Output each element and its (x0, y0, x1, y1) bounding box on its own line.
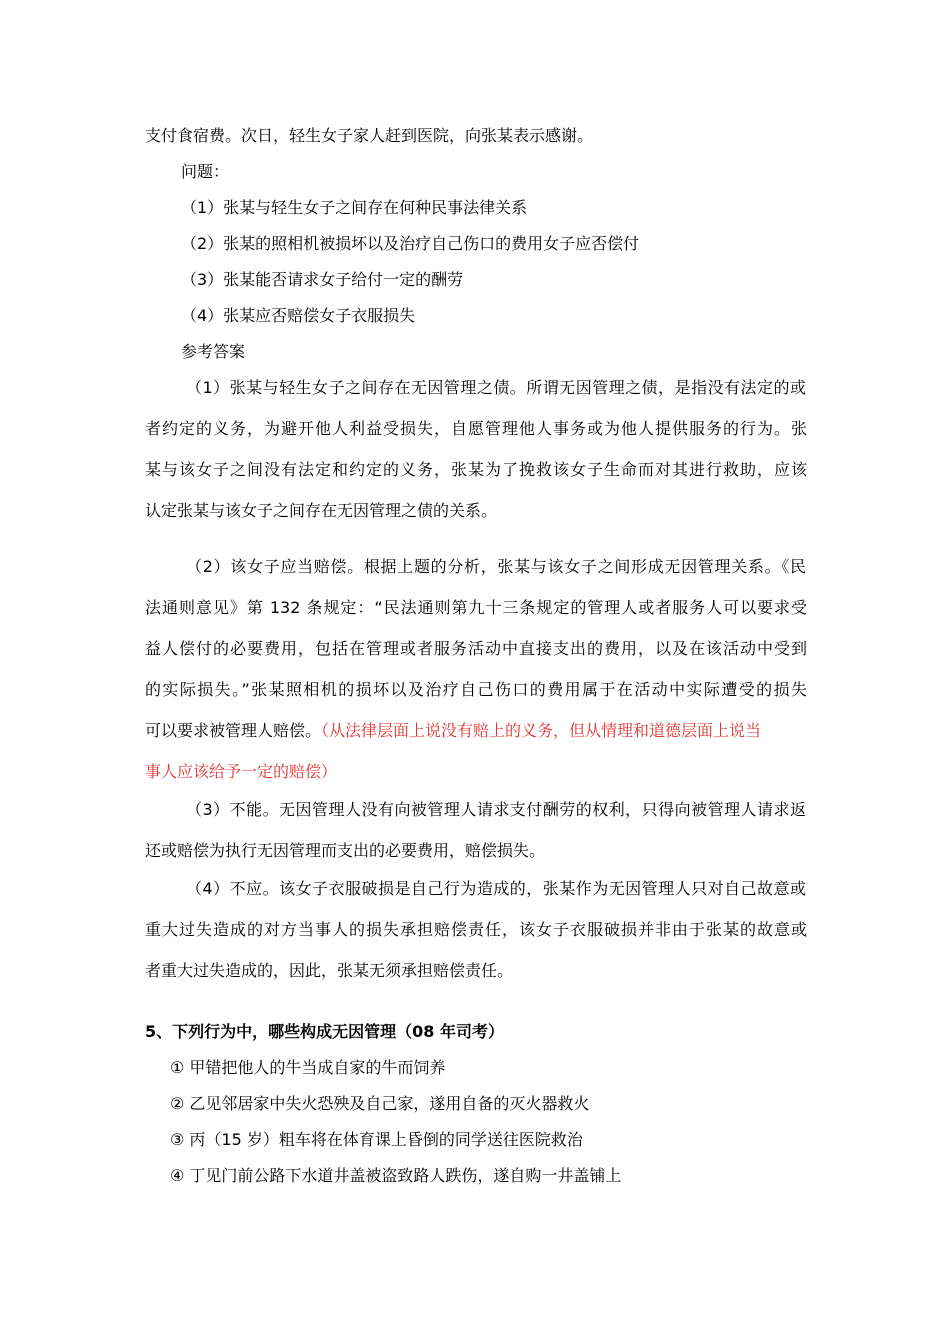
option-4: ④ 丁见门前公路下水道井盖被盗致路人跌伤，遂自购一井盖铺上 (170, 1166, 622, 1185)
answer-3-line: 还或赔偿为执行无因管理而支出的必要费用，赔偿损失。 (145, 841, 546, 860)
answer-4-line: 重大过失造成的对方当事人的损失承担赔偿责任，该女子衣服破损并非由于张某的故意或 (145, 920, 807, 939)
answer-2-line: 的实际损失。”张某照相机的损坏以及治疗自己伤口的费用属于在活动中实际遭受的损失 (145, 680, 807, 699)
option-3: ③ 丙（15 岁）粗车将在体育课上昏倒的同学送往医院救治 (170, 1130, 583, 1149)
answer-1-line: 者约定的义务，为避开他人利益受损失，自愿管理他人事务或为他人提供服务的行为。张 (145, 419, 807, 438)
option-1: ① 甲错把他人的牛当成自家的牛而饲养 (170, 1058, 446, 1077)
question-5-title: 5、下列行为中，哪些构成无因管理（08 年司考） (145, 1022, 504, 1041)
answer-2-line: 法通则意见》第 132 条规定：“民法通则第九十三条规定的管理人或者服务人可以要求受 (145, 598, 807, 617)
red-annotation: 事人应该给予一定的赔偿） (145, 762, 338, 781)
answers-heading: 参考答案 (181, 342, 246, 361)
answer-2-line: 益人偿付的必要费用，包括在管理或者服务活动中直接支出的费用，以及在该活动中受到 (145, 639, 807, 658)
answer-1-line: （1）张某与轻生女子之间存在无因管理之债。所谓无因管理之债，是指没有法定的或 (186, 378, 806, 397)
questions-heading: 问题： (181, 162, 230, 181)
answer-4-line: （4）不应。该女子衣服破损是自己行为造成的，张某作为无因管理人只对自己故意或 (186, 879, 806, 898)
answer-4-line: 者重大过失造成的，因此，张某无须承担赔偿责任。 (145, 961, 514, 980)
question-1: （1）张某与轻生女子之间存在何种民事法律关系 (181, 198, 528, 217)
red-annotation: （从法律层面上说没有赔上的义务，但从情理和道德层面上说当 (321, 721, 762, 740)
answer-1-line: 认定张某与该女子之间存在无因管理之债的关系。 (145, 501, 498, 520)
option-2: ② 乙见邻居家中失火恐殃及自己家，遂用自备的灭火器救火 (170, 1094, 590, 1113)
answer-2-line: （2）该女子应当赔偿。根据上题的分析，张某与该女子之间形成无因管理关系。《民 (186, 557, 806, 576)
question-2: （2）张某的照相机被损坏以及治疗自己伤口的费用女子应否偿付 (181, 234, 640, 253)
answer-3-line: （3）不能。无因管理人没有向被管理人请求支付酬劳的权利，只得向被管理人请求返 (186, 800, 806, 819)
question-4: （4）张某应否赔偿女子衣服损失 (181, 306, 416, 325)
answer-2-line (145, 721, 761, 741)
question-3: （3）张某能否请求女子给付一定的酬劳 (181, 270, 464, 289)
answer-1-line: 某与该女子之间没有法定和约定的义务，张某为了挽救该女子生命而对其进行救助，应该 (145, 460, 807, 479)
paragraph-line: 支付食宿费。次日，轻生女子家人赶到医院，向张某表示感谢。 (145, 126, 594, 145)
answer-2-text: 可以要求被管理人赔偿。 (145, 721, 322, 740)
